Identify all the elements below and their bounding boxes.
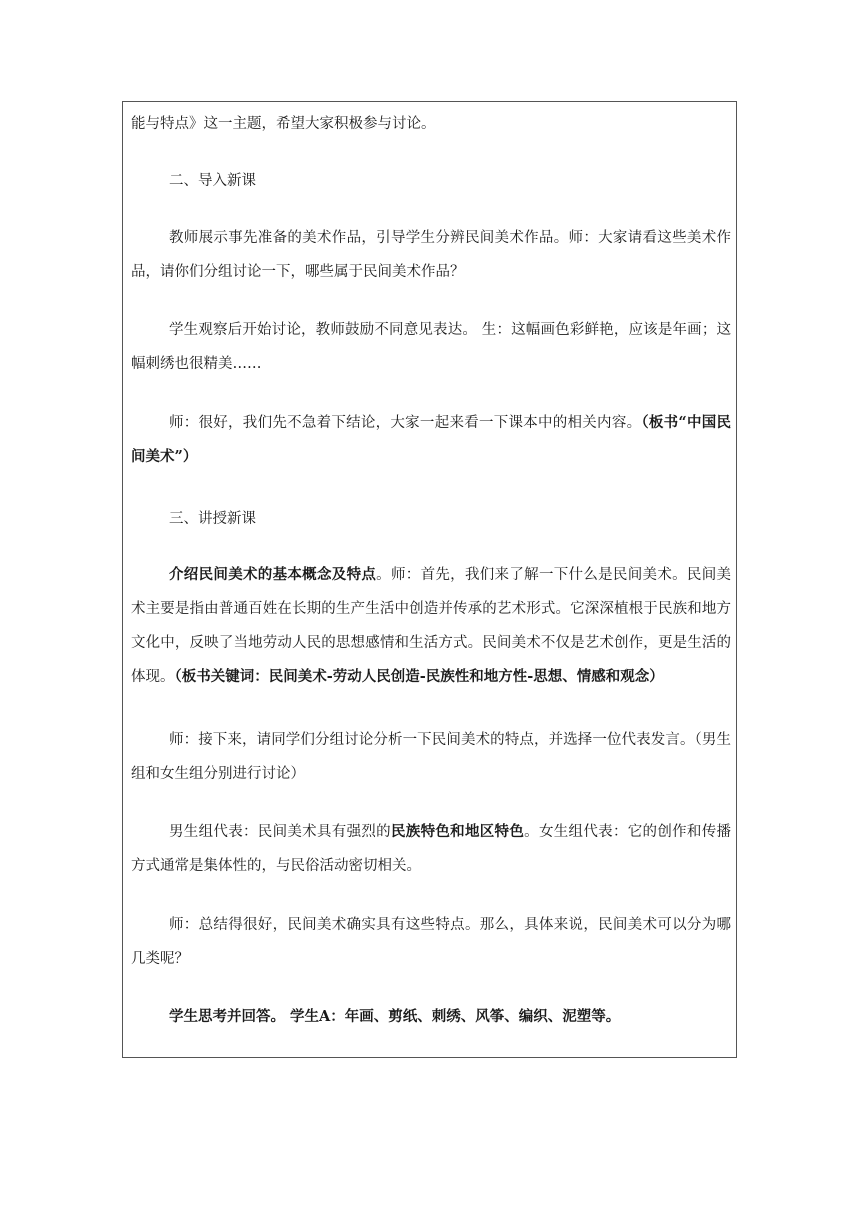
text-run: 二、导入新课 bbox=[169, 173, 256, 189]
bold-text-run: 学生思考并回答。 学生A：年画、剪纸、刺绣、风筝、编织、泥塑等。 bbox=[169, 1008, 621, 1025]
paragraph-folk-art-concept bbox=[131, 558, 731, 694]
bold-text-run: （板书关键词：民间美术-劳动人民创造-民族性和地方性-思想、情感和观念） bbox=[174, 668, 664, 685]
section-heading-intro bbox=[131, 164, 731, 198]
section-heading-teach bbox=[131, 502, 731, 536]
bold-text-run: 介绍民间美术的基本概念及特点 bbox=[169, 566, 377, 583]
paragraph-student-discussion bbox=[131, 313, 731, 381]
text-run: 男生组代表：民间美术具有强烈的 bbox=[169, 824, 391, 840]
text-run: 师：总结得很好，民间美术确实具有这些特点。那么，具体来说，民间美术可以分为哪几类呢？ bbox=[131, 917, 731, 967]
text-run: 学生观察后开始讨论，教师鼓励不同意见表达。 生：这幅画色彩鲜艳，应该是年画；这幅刺绣也很精美…… bbox=[131, 322, 731, 372]
paragraph-intro-end bbox=[131, 107, 731, 141]
paragraph-teacher-shows-works bbox=[131, 221, 731, 289]
paragraph-teacher-summary bbox=[131, 908, 731, 976]
bold-text-run: 民族特色和地区特色 bbox=[390, 823, 525, 840]
text-run: 师：接下来，请同学们分组讨论分析一下民间美术的特点，并选择一位代表发言。（男生组和女生组分别进行讨论） bbox=[131, 732, 731, 782]
paragraph-group-discussion bbox=[131, 723, 731, 791]
text-run: 。师：首先，我们来了解一下什么是民间美术。民间美术主要是指由普通百姓在长期的生产生活中创造并传承的艺术形式。它深深植根于民族和地方文化中，反映了当地劳动人民的思想感情和生活方式。民间美术不仅是艺术创作，更是生活的体现。 bbox=[131, 567, 732, 685]
text-run: 能与特点》这一主题，希望大家积极参与讨论。 bbox=[131, 116, 436, 132]
paragraph-group-representatives bbox=[131, 815, 731, 883]
text-run: 教师展示事先准备的美术作品，引导学生分辨民间美术作品。师：大家请看这些美术作品，请你们分组讨论一下，哪些属于民间美术作品？ bbox=[131, 230, 731, 280]
text-run: 师：很好，我们先不急着下结论，大家一起来看一下课本中的相关内容。 bbox=[169, 415, 642, 431]
paragraph-student-answer bbox=[131, 1000, 731, 1034]
bold-text-run: （板书“中国民间美术”） bbox=[131, 414, 731, 465]
text-run: 。女生组代表：它的创作和传播方式通常是集体性的，与民俗活动密切相关。 bbox=[131, 824, 732, 874]
text-run: 三、讲授新课 bbox=[169, 511, 256, 527]
paragraph-teacher-board bbox=[131, 406, 731, 474]
